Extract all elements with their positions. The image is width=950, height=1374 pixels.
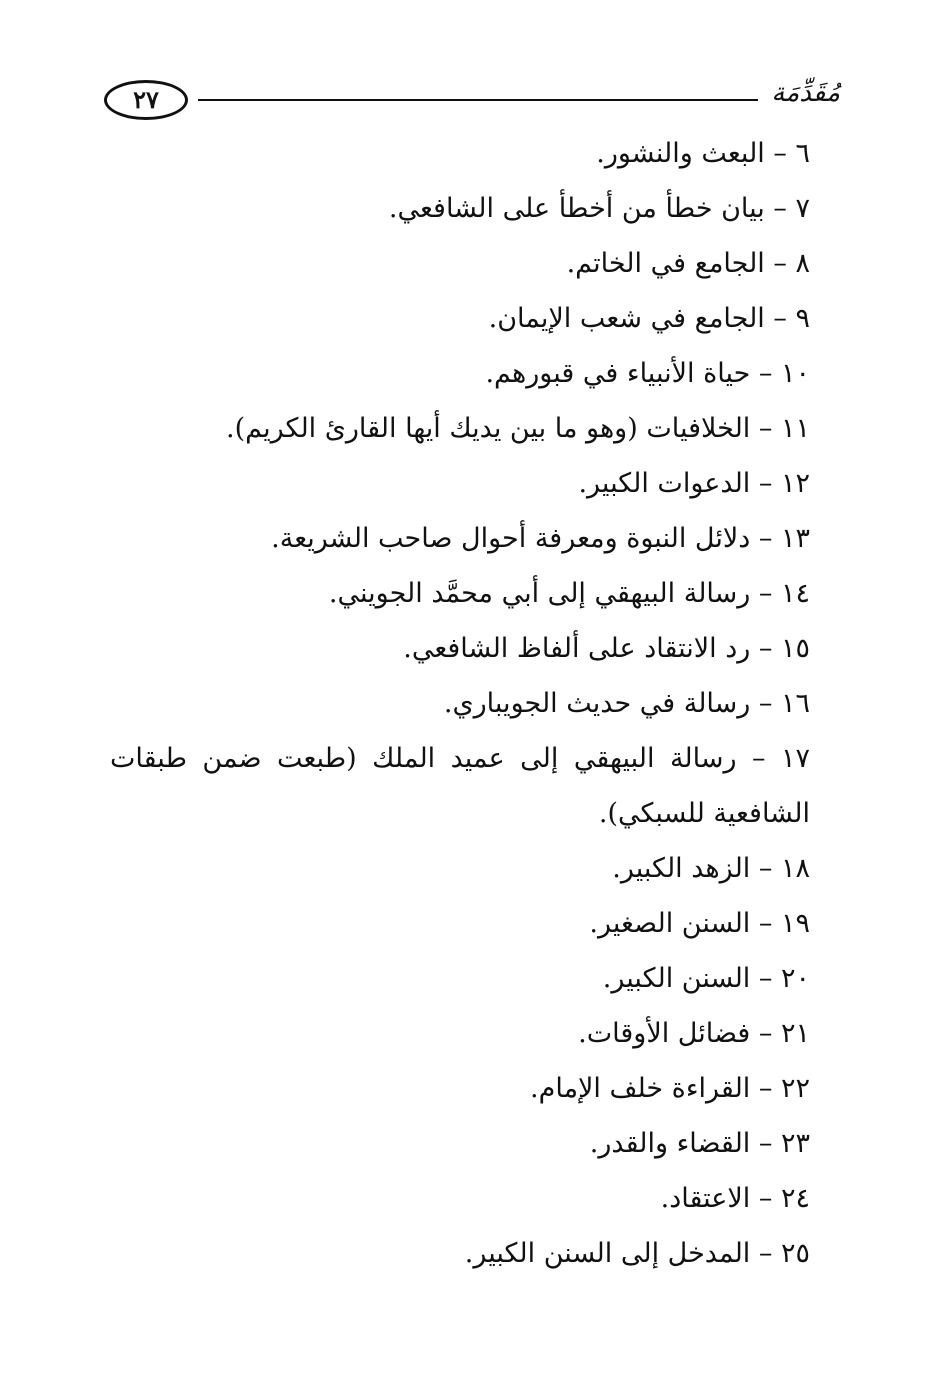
item-number: ١٣ [780,523,810,554]
item-title: المدخل إلى السنن الكبير. [464,1238,751,1269]
list-item: ١٤ – رسالة البيهقي إلى أبي محمَّد الجويني. [328,578,810,609]
item-title: الجامع في الخاتم. [566,248,765,279]
item-number: ٨ [795,248,810,279]
item-title: القراءة خلف الإمام. [530,1073,751,1104]
item-title: رسالة البيهقي إلى أبي محمَّد الجويني. [328,578,751,609]
item-number: ٩ [795,303,810,334]
item-title: حياة الأنبياء في قبورهم. [485,358,751,389]
item-title: الدعوات الكبير. [578,468,751,499]
list-item: ١١ – الخلافيات (وهو ما بين يديك أيها القارئ الكريم). [226,413,810,444]
header-rule [198,99,758,101]
item-number: ١٦ [780,688,810,719]
item-number: ٢٥ [780,1238,810,1269]
list-item: ١٠ – حياة الأنبياء في قبورهم. [485,358,810,389]
item-number: ٢٤ [780,1183,810,1214]
item-title: الاعتقاد. [660,1183,751,1214]
page-number: ٢٧ [104,80,188,120]
item-title: الزهد الكبير. [612,853,751,884]
list-item: ٢٢ – القراءة خلف الإمام. [530,1073,810,1104]
item-number: ١٤ [780,578,810,609]
item-title: السنن الصغير. [589,908,751,939]
item-title: دلائل النبوة ومعرفة أحوال صاحب الشريعة. [271,523,751,554]
item-number: ٢١ [780,1018,810,1049]
item-number: ١٥ [780,633,810,664]
item-number: ١١ [780,413,810,444]
list-item: ٢٤ – الاعتقاد. [660,1183,810,1214]
item-number: ١٨ [780,853,810,884]
item-title: الجامع في شعب الإيمان. [488,303,765,334]
list-item: ١٢ – الدعوات الكبير. [578,468,810,499]
item-number: ٦ [795,138,810,169]
item-title: رسالة في حديث الجويباري. [443,688,751,719]
list-item: ٢٥ – المدخل إلى السنن الكبير. [464,1238,810,1269]
list-item: ٢١ – فضائل الأوقات. [578,1018,810,1049]
item-number: ٢٢ [780,1073,810,1104]
item-number: ٢٠ [780,963,810,994]
item-title: رسالة البيهقي إلى عميد الملك (طبعت ضمن طبقات الشافعية للسبكي). [110,743,810,829]
item-number: ١٩ [780,908,810,939]
item-number: ٢٣ [780,1128,810,1159]
item-title: القضاء والقدر. [589,1128,751,1159]
list-item: ١٨ – الزهد الكبير. [612,853,810,884]
list-item: ١٩ – السنن الصغير. [589,908,810,939]
item-number: ١٠ [780,358,810,389]
list-item: ٢٠ – السنن الكبير. [602,963,810,994]
item-title: فضائل الأوقات. [578,1018,751,1049]
running-title: مُقَدِّمَة [771,78,840,108]
item-title: بيان خطأ من أخطأ على الشافعي. [388,193,765,224]
item-number: ١٢ [780,468,810,499]
item-title: البعث والنشور. [596,138,765,169]
item-title: الخلافيات (وهو ما بين يديك أيها القارئ الكريم). [226,413,751,444]
list-item: ٧ – بيان خطأ من أخطأ على الشافعي. [388,193,810,224]
item-title: رد الانتقاد على ألفاظ الشافعي. [403,633,751,664]
list-item: ١٥ – رد الانتقاد على ألفاظ الشافعي. [403,633,810,664]
list-item: ٢٣ – القضاء والقدر. [589,1128,810,1159]
page-header [100,72,840,132]
item-number: ١٧ [780,743,810,774]
list-item: ١٧ – رسالة البيهقي إلى عميد الملك (طبعت ضمن طبقات الشافعية للسبكي). [110,743,810,829]
book-list [110,126,810,1281]
item-number: ٧ [795,193,810,224]
list-item: ٦ – البعث والنشور. [596,138,810,169]
item-title: السنن الكبير. [602,963,751,994]
list-item: ١٦ – رسالة في حديث الجويباري. [443,688,810,719]
list-item: ١٣ – دلائل النبوة ومعرفة أحوال صاحب الشريعة. [271,523,810,554]
list-item: ٨ – الجامع في الخاتم. [566,248,810,279]
list-item: ٩ – الجامع في شعب الإيمان. [488,303,810,334]
